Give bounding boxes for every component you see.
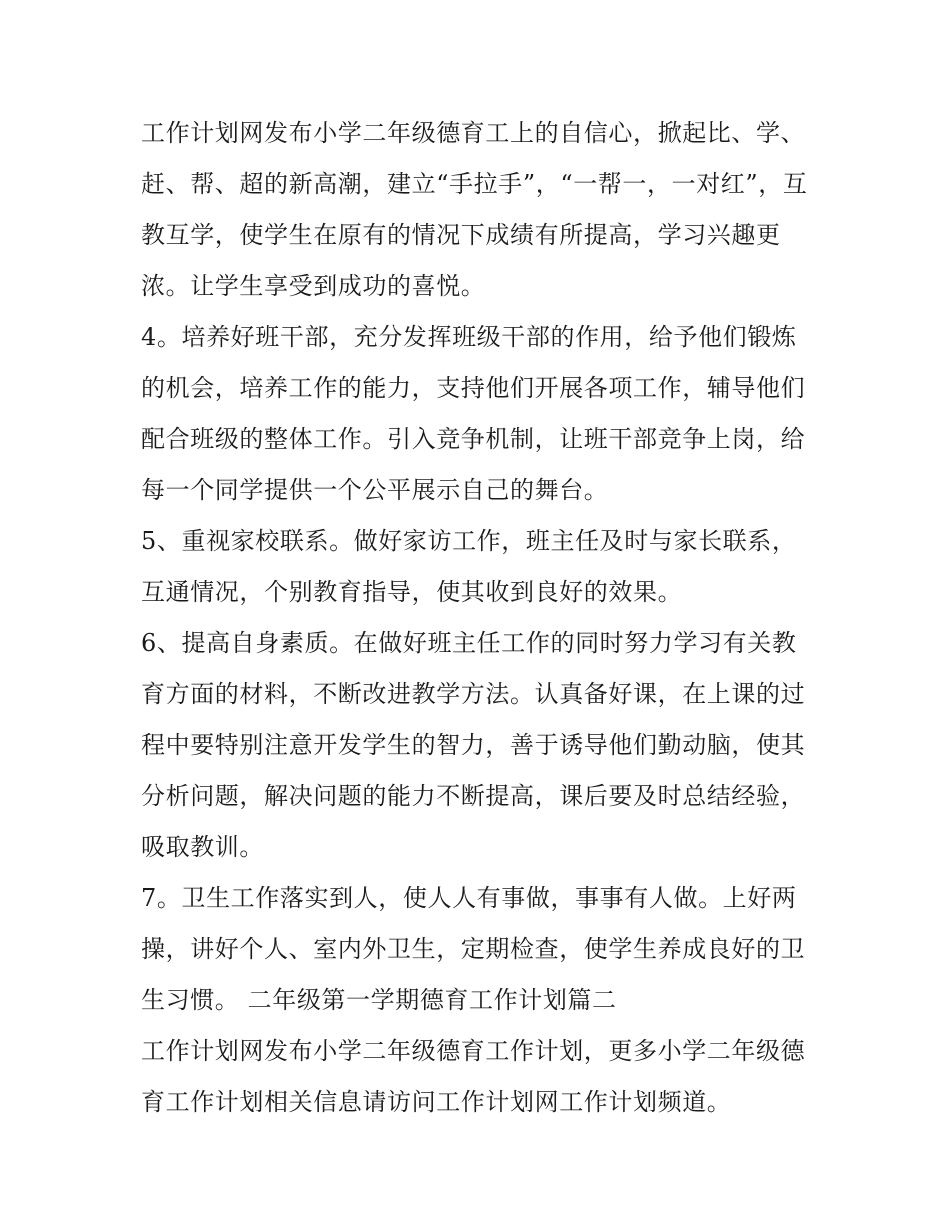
text-line: 每一个同学提供一个公平展示自己的舞台。 (141, 476, 609, 504)
text-line: 育方面的材料，不断改进教学方法。认真备好课，在上课的过 (141, 680, 806, 708)
text-line: 生习惯。 二年级第一学期德育工作计划篇二 (141, 986, 617, 1014)
text-line: 育工作计划相关信息请访问工作计划网工作计划频道。 (141, 1088, 732, 1116)
text-line: 浓。让学生享受到成功的喜悦。 (141, 272, 486, 300)
text-line: 操，讲好个人、室内外卫生，定期检查，使学生养成良好的卫 (141, 935, 806, 963)
document-body (141, 108, 821, 1128)
text-line: 配合班级的整体工作。引入竞争机制，让班干部竞争上岗，给 (141, 425, 806, 453)
text-line: 吸取教训。 (141, 833, 264, 861)
text-line: 互通情况，个别教育指导，使其收到良好的效果。 (141, 578, 683, 606)
text-line: 工作计划网发布小学二年级德育工作计划，更多小学二年级德 (141, 1037, 806, 1065)
text-line: 分析问题，解决问题的能力不断提高，课后要及时总结经验， (141, 782, 806, 810)
text-line: 4。培养好班干部，充分发挥班级干部的作用，给予他们锻炼 (141, 323, 797, 351)
text-line: 工作计划网发布小学二年级德育工上的自信心，掀起比、学、 (141, 119, 806, 147)
text-line: 的机会，培养工作的能力，支持他们开展各项工作，辅导他们 (141, 374, 806, 402)
text-line: 教互学，使学生在原有的情况下成绩有所提高，学习兴趣更 (141, 221, 781, 249)
text-line: 6、提高自身素质。在做好班主任工作的同时努力学习有关教 (141, 629, 797, 657)
text-line: 5、重视家校联系。做好家访工作，班主任及时与家长联系， (141, 527, 797, 555)
text-line: 程中要特别注意开发学生的智力，善于诱导他们勤动脑，使其 (141, 731, 806, 759)
text-line: 赶、帮、超的新高潮，建立“手拉手”，“一帮一，一对红”，互 (141, 170, 808, 198)
text-line: 7。卫生工作落实到人，使人人有事做，事事有人做。上好两 (141, 884, 797, 912)
